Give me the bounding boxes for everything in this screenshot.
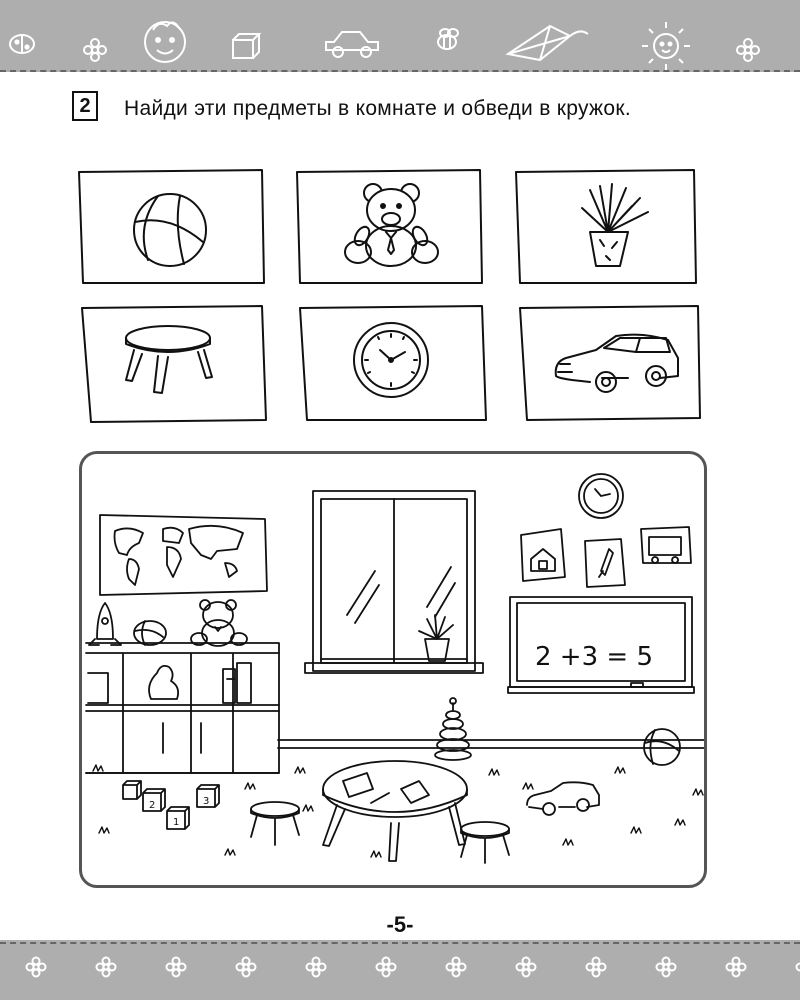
scene-rocket[interactable] [89,603,121,645]
block-label-b: 1 [173,817,180,828]
flower-icon [27,958,46,977]
flower-icon [727,958,746,977]
scene-clock[interactable] [579,474,623,518]
task-instruction: Найди эти предметы в комнате и обведи в кружок. [124,97,631,120]
block-label-c: 3 [203,796,210,807]
flower-icon [97,958,116,977]
block-label-a: 2 [149,800,156,811]
flower-icon [587,958,606,977]
scene-plant[interactable] [419,615,453,661]
scene-ball-floor[interactable] [644,729,680,765]
bottom-band-flowers [0,940,800,1000]
world-map[interactable] [100,515,267,595]
card-stool[interactable] [82,306,266,422]
board-equation: 2 +3 = 5 [535,642,653,672]
flower-icon [377,958,396,977]
scene-ball-shelf[interactable] [134,621,166,645]
window[interactable] [305,491,483,673]
bookshelf[interactable] [86,643,279,773]
wall-pictures[interactable] [521,527,691,587]
flower-icon [237,958,256,977]
flower-icon [657,958,676,977]
flower-icon [517,958,536,977]
card-plant[interactable] [516,170,696,283]
flower-icon [167,958,186,977]
card-ball[interactable] [79,170,264,283]
card-clock[interactable] [300,306,486,420]
scene-stool-right[interactable] [461,822,509,863]
page-number: -5- [386,912,414,937]
floor-baseboard [278,740,707,748]
room-illustration [82,454,707,888]
clock-icon [354,323,428,397]
scene-teddy-bear[interactable] [191,600,247,646]
ring-pyramid[interactable] [435,698,471,760]
round-table[interactable] [323,761,467,861]
task-number: 2 [72,91,98,121]
scene-car[interactable] [527,782,599,815]
flower-icon [797,958,800,977]
bottom-decorative-band [0,940,800,1000]
card-teddy-bear[interactable] [297,170,482,283]
card-car[interactable] [520,306,700,420]
room-scene [79,451,707,888]
item-cards [0,0,800,440]
flower-icon [447,958,466,977]
flower-icon [307,958,326,977]
scene-stool-left[interactable] [251,802,299,845]
